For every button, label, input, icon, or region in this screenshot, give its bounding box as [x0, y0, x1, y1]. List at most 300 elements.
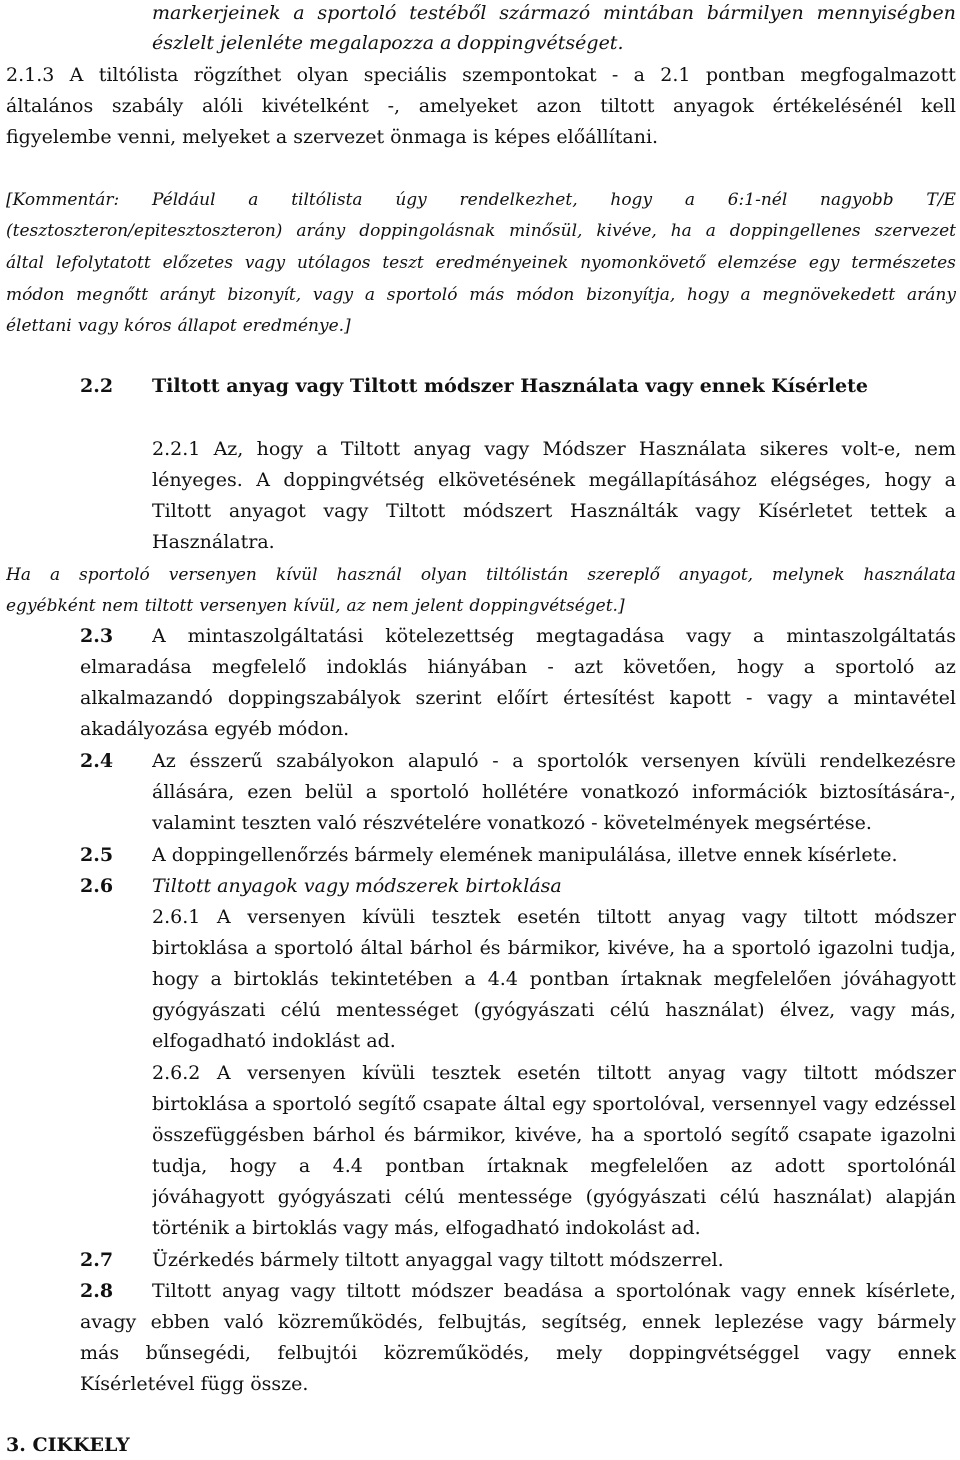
section-2-6-text — [152, 871, 956, 901]
word: a — [944, 500, 956, 522]
word: bárhol — [410, 937, 473, 959]
word: ennek — [743, 844, 802, 866]
word: mintában — [602, 2, 695, 24]
word: Tiltott — [152, 1280, 212, 1302]
section-2-3-line — [80, 652, 956, 682]
word: 2.6.2 — [152, 1062, 201, 1084]
word: indoklást — [272, 1030, 361, 1052]
word: tesztek — [431, 1062, 501, 1084]
word: megfelelő — [211, 656, 307, 678]
word: hogy — [884, 469, 932, 491]
word: a — [364, 285, 375, 305]
word: arány — [296, 221, 346, 241]
section-2-1-3-line — [6, 91, 956, 121]
word: tiltott — [803, 906, 858, 928]
word: előzetes — [162, 253, 233, 273]
word: élettani — [6, 316, 72, 336]
word: teszten — [241, 812, 312, 834]
section-2-6-1-line — [152, 964, 956, 994]
word: hiányában — [427, 656, 528, 678]
word: kívüli — [362, 1062, 415, 1084]
word: által — [360, 937, 403, 959]
word: való — [317, 812, 357, 834]
word: megállapításához — [588, 469, 757, 491]
word: egyéb — [214, 718, 272, 740]
word: használat) — [665, 999, 765, 1021]
word: ennek — [796, 1280, 856, 1302]
word: a — [255, 937, 267, 959]
word: venni, — [117, 126, 177, 148]
word: sportolónak — [616, 1280, 731, 1302]
word: vagy — [742, 906, 788, 928]
word: elmaradása — [80, 656, 192, 678]
comment-line — [6, 216, 956, 246]
word: birtoklás — [252, 1217, 338, 1239]
word: szervezet — [874, 221, 956, 241]
word: Módszer — [542, 438, 626, 460]
word: vonatkozó — [487, 812, 586, 834]
word: nagyobb — [820, 190, 894, 210]
section-2-8-line — [80, 1338, 956, 1368]
word: tiltott — [346, 1280, 401, 1302]
word: markerjeinek — [152, 2, 281, 24]
word: anyagot, — [678, 565, 754, 585]
word: képes — [494, 126, 551, 148]
word: valamint — [152, 812, 236, 834]
word: mely — [556, 1342, 603, 1364]
word: arányt — [159, 285, 216, 305]
word: általános — [6, 95, 94, 117]
word: célú — [404, 1186, 445, 1208]
word: célú — [719, 1186, 760, 1208]
comment-line — [6, 280, 956, 310]
word: [Kommentár: — [6, 190, 120, 210]
comment-line — [6, 311, 956, 341]
word: a — [316, 438, 328, 460]
word: Tiltott — [152, 500, 212, 522]
word: ebben — [150, 1311, 210, 1333]
word: csapate — [797, 1124, 872, 1146]
word: használ — [336, 565, 402, 585]
word: ha — [670, 221, 692, 241]
word: lényeges. — [152, 469, 243, 491]
word: jelent — [414, 596, 464, 616]
section-2-4-line — [152, 777, 956, 807]
word: ennek — [897, 1342, 956, 1364]
word: melyeket — [182, 126, 270, 148]
word: versenyen — [247, 906, 346, 928]
section-2-1-3-line — [6, 60, 956, 90]
word: tiltólista — [98, 64, 179, 86]
word: célú — [609, 999, 650, 1021]
word: csapate — [422, 1093, 497, 1115]
word: kell — [921, 95, 956, 117]
word: Tiltott — [340, 438, 401, 460]
word: tiltólista — [291, 190, 363, 210]
word: Használata — [638, 438, 747, 460]
word: kívül — [275, 565, 318, 585]
section-2-6-1-line — [152, 995, 956, 1025]
word: rögzíthet — [193, 64, 282, 86]
word: alkalmazandó — [80, 687, 213, 709]
word: megnövekedett — [762, 285, 896, 305]
word: kötelezettség — [385, 625, 515, 647]
word: azt — [573, 656, 603, 678]
word: is — [472, 126, 489, 148]
section-2-6-1-line — [152, 1026, 956, 1056]
word: függ — [200, 1373, 245, 1395]
word: felbujtói — [277, 1342, 358, 1364]
section-2-5-text — [152, 840, 956, 870]
word: anyag — [413, 438, 472, 460]
word: és — [479, 937, 501, 959]
word: módszerrel. — [609, 1249, 724, 1271]
word: kívüli — [753, 750, 807, 772]
section-2-7-text — [152, 1245, 956, 1275]
word: szereplő — [587, 565, 660, 585]
word: nem — [371, 596, 409, 616]
word: A — [69, 64, 84, 86]
word: vagy — [323, 500, 369, 522]
word: olyan — [296, 64, 349, 86]
word: állapot — [177, 316, 237, 336]
word: előállítani. — [556, 126, 659, 148]
word: származó — [499, 2, 591, 24]
word: megsértése. — [754, 812, 872, 834]
word: minősül, — [509, 221, 583, 241]
word: mintaszolgáltatás — [786, 625, 956, 647]
section-2-1-3-line — [6, 122, 956, 152]
word: indokolást — [565, 1217, 666, 1239]
word: a — [593, 1280, 606, 1302]
word: Tiltott — [386, 500, 446, 522]
word: információk — [691, 781, 807, 803]
word: módon — [6, 285, 65, 305]
word: való — [223, 1311, 264, 1333]
word: doppingolásnak — [359, 221, 496, 241]
word: adott — [774, 1155, 825, 1177]
word: ha — [591, 1124, 615, 1146]
word: vagy — [343, 1217, 389, 1239]
section-2-4-line — [152, 746, 956, 776]
word: vonatkozó — [581, 781, 680, 803]
section-2-8-number: 2.8 — [80, 1280, 114, 1302]
word: hogy — [256, 438, 304, 460]
word: tiltott — [803, 1062, 858, 1084]
word: rendelkezhet, — [459, 190, 578, 210]
word: elkövetésének — [438, 469, 576, 491]
word: manipulálása, — [538, 844, 673, 866]
word: 6:1-nél — [727, 190, 788, 210]
word: szervezet — [293, 126, 385, 148]
word: bármely — [877, 1311, 956, 1333]
word: segítő — [730, 1124, 790, 1146]
word: követelmények — [603, 812, 749, 834]
word: elemének — [439, 844, 533, 866]
section-2-6-2-line — [152, 1058, 956, 1088]
section-2-5-number: 2.5 — [80, 844, 114, 866]
word: Az, — [213, 438, 244, 460]
section-2-2-1-line — [152, 434, 956, 464]
word: szabályokon — [276, 750, 395, 772]
section-2-3-line — [80, 683, 956, 713]
word: sportoló — [835, 656, 915, 678]
word: közreműködés, — [383, 1342, 530, 1364]
comment-line — [6, 248, 956, 278]
word: egy — [808, 253, 840, 273]
word: történik — [152, 1217, 229, 1239]
word: versenyen — [168, 565, 257, 585]
word: összefüggésben — [152, 1124, 305, 1146]
word: módszer — [874, 1062, 956, 1084]
word: a — [234, 1217, 247, 1239]
word: sportoló — [79, 565, 150, 585]
section-2-6-2-line — [152, 1213, 956, 1243]
word: az — [934, 656, 956, 678]
word: doppingvétség — [283, 469, 425, 491]
word: - — [591, 812, 598, 834]
word: írtaknak — [487, 1155, 568, 1177]
word: azon — [536, 95, 582, 117]
word: mintavétel — [853, 687, 956, 709]
word: pontban — [529, 968, 609, 990]
word: - — [492, 750, 499, 772]
word: 2.2.1 — [152, 438, 201, 460]
word: a — [254, 1093, 267, 1115]
word: vagy — [818, 1311, 864, 1333]
paragraph-line — [152, 0, 956, 28]
word: speciális — [363, 64, 447, 86]
word: vagy — [742, 1062, 788, 1084]
word: a — [623, 1124, 635, 1146]
section-2-6-2-line — [152, 1089, 956, 1119]
word: vagy — [850, 999, 896, 1021]
word: sportolónál — [847, 1155, 956, 1177]
word: használat) — [773, 1186, 873, 1208]
word: lefolytatott — [55, 253, 151, 273]
section-2-7-number: 2.7 — [80, 1249, 114, 1271]
word: T/E — [926, 190, 956, 210]
word: felbujtás, — [437, 1311, 528, 1333]
word: a — [803, 656, 816, 678]
section-2-6-2-line — [152, 1182, 956, 1212]
word: hogy — [152, 968, 199, 990]
word: birtoklás — [233, 968, 319, 990]
word: Tiltott — [152, 875, 212, 897]
word: írtaknak — [620, 968, 702, 990]
word: belül — [305, 781, 353, 803]
word: doppingvétséggel — [628, 1342, 800, 1364]
section-2-4-number: 2.4 — [80, 750, 114, 772]
word: segítség, — [541, 1311, 628, 1333]
word: testéből — [409, 2, 487, 24]
word: A — [216, 906, 231, 928]
word: értékelésénél — [772, 95, 903, 117]
word: sportoló — [386, 285, 458, 305]
word: megfelelően — [713, 968, 832, 990]
word: tekintetében — [330, 968, 453, 990]
word: a — [944, 469, 956, 491]
word: tudja, — [900, 937, 956, 959]
word: sikeres — [759, 438, 829, 460]
word: volt-e, — [841, 438, 902, 460]
word: a — [713, 937, 725, 959]
word: kivéve, — [596, 221, 657, 241]
word: szabály — [111, 95, 184, 117]
word: tiltólistán — [486, 565, 569, 585]
word: és — [383, 1124, 405, 1146]
word: mintaszolgáltatási — [187, 625, 364, 647]
word: bárhol — [313, 1124, 376, 1146]
word: a — [705, 221, 716, 241]
word: bármikor, — [507, 937, 601, 959]
word: a — [464, 968, 476, 990]
word: sportoló — [643, 1124, 723, 1146]
section-2-2-title: Tiltott anyag vagy Tiltott módszer Használata vagy ennek Kísérlete — [152, 375, 868, 397]
word: használata — [863, 565, 956, 585]
word: a — [740, 285, 751, 305]
word: tiltott — [597, 906, 652, 928]
word: avagy — [80, 1311, 137, 1333]
word: leplezése — [714, 1311, 804, 1333]
word: megfelelően — [590, 1155, 709, 1177]
word: bármikor, — [413, 1124, 507, 1146]
word: jelenléte — [220, 32, 303, 54]
word: ad. — [366, 1030, 396, 1052]
word: közreműködés, — [277, 1311, 424, 1333]
word: vagy — [290, 1280, 336, 1302]
word: amelyeket — [418, 95, 518, 117]
word: anyagok — [217, 875, 298, 897]
section-2-2-1-line — [152, 527, 956, 557]
word: alapján — [885, 1186, 956, 1208]
word: - — [611, 64, 619, 86]
word: melynek — [772, 565, 845, 585]
word: Kísérletet — [758, 500, 853, 522]
word: által — [503, 1093, 546, 1115]
word: megfogalmazott — [800, 64, 956, 86]
section-2-6-2-line — [152, 1120, 956, 1150]
chapter-heading: 3. CIKKELY — [6, 1434, 130, 1456]
section-2-3-line — [152, 621, 956, 651]
word: megalapozza — [308, 32, 435, 54]
word: előírt — [496, 687, 549, 709]
word: elfogadható — [152, 1030, 267, 1052]
word: kóros — [123, 316, 172, 336]
word: más, — [910, 999, 956, 1021]
word: más — [469, 285, 505, 305]
word: hogy — [229, 1155, 277, 1177]
word: tettek — [869, 500, 927, 522]
word: vagy — [695, 500, 741, 522]
word: birtoklása — [152, 937, 249, 959]
section-2-8-line — [80, 1307, 956, 1337]
word: anyag — [221, 1280, 280, 1302]
word: esetén — [517, 1062, 581, 1084]
word: kivéve, — [607, 937, 676, 959]
word: A — [216, 1062, 231, 1084]
word: tudja, — [152, 1155, 208, 1177]
word: edzéssel — [874, 1093, 956, 1115]
word: szempontokat — [462, 64, 597, 86]
word: kapott — [669, 687, 732, 709]
word: megnőtt — [76, 285, 149, 305]
word: versenyen — [199, 596, 288, 616]
word: a — [275, 126, 288, 148]
word: A — [152, 625, 166, 647]
word: Üzérkedés — [152, 1249, 255, 1271]
word: igazolni — [880, 1124, 956, 1146]
word: figyelembe — [6, 126, 112, 148]
word: ha — [682, 937, 706, 959]
section-2-8-line — [152, 1276, 956, 1306]
word: Például — [151, 190, 216, 210]
word: hollétére — [482, 781, 569, 803]
word: indoklás — [326, 656, 408, 678]
word: (gyógyászati — [473, 999, 595, 1021]
word: esetén — [517, 906, 581, 928]
word: módszert — [462, 500, 553, 522]
word: elemzése — [717, 253, 797, 273]
word: eredménye.] — [242, 316, 351, 336]
word: állására, — [152, 781, 235, 803]
section-2-4-line — [152, 808, 956, 838]
word: a — [365, 781, 378, 803]
word: úgy — [395, 190, 427, 210]
word: vagy — [312, 285, 354, 305]
word: anyag — [667, 1062, 726, 1084]
word: vagy — [740, 1280, 786, 1302]
word: tiltott — [600, 95, 655, 117]
word: szerint — [415, 687, 482, 709]
word: akadályozása — [80, 718, 209, 740]
word: vagy — [484, 438, 530, 460]
word: sportoló — [317, 2, 397, 24]
word: ésszerű — [189, 750, 263, 772]
word: célú — [280, 999, 321, 1021]
word: igazolni — [817, 937, 894, 959]
word: mentességet — [336, 999, 459, 1021]
word: természetes — [851, 253, 956, 273]
word: részvételére — [362, 812, 482, 834]
word: tiltott — [597, 1062, 652, 1084]
section-2-6-1-line — [152, 933, 956, 963]
word: módon. — [277, 718, 350, 740]
word: össze. — [250, 1373, 309, 1395]
word: alapuló — [407, 750, 479, 772]
word: beadása — [503, 1280, 584, 1302]
word: anyagot — [228, 500, 306, 522]
word: eredményeinek — [435, 253, 569, 273]
word: gyógyászati — [152, 999, 266, 1021]
word: mennyiségben — [816, 2, 956, 24]
word: jóváhagyott — [843, 968, 956, 990]
word: a — [827, 687, 839, 709]
word: teszt — [382, 253, 424, 273]
word: vagy — [767, 687, 813, 709]
word: kísérlete, — [865, 1280, 956, 1302]
word: tesztek — [431, 906, 501, 928]
section-2-6-1-line — [152, 902, 956, 932]
word: mentessége — [457, 1186, 573, 1208]
word: arány — [906, 285, 956, 305]
word: nem — [101, 596, 139, 616]
section-2-6-number: 2.6 — [80, 875, 114, 897]
word: értesítést — [563, 687, 655, 709]
word: 4.4 — [332, 1155, 363, 1177]
word: bűnsegédi, — [145, 1342, 251, 1364]
word: egy — [551, 1093, 587, 1115]
